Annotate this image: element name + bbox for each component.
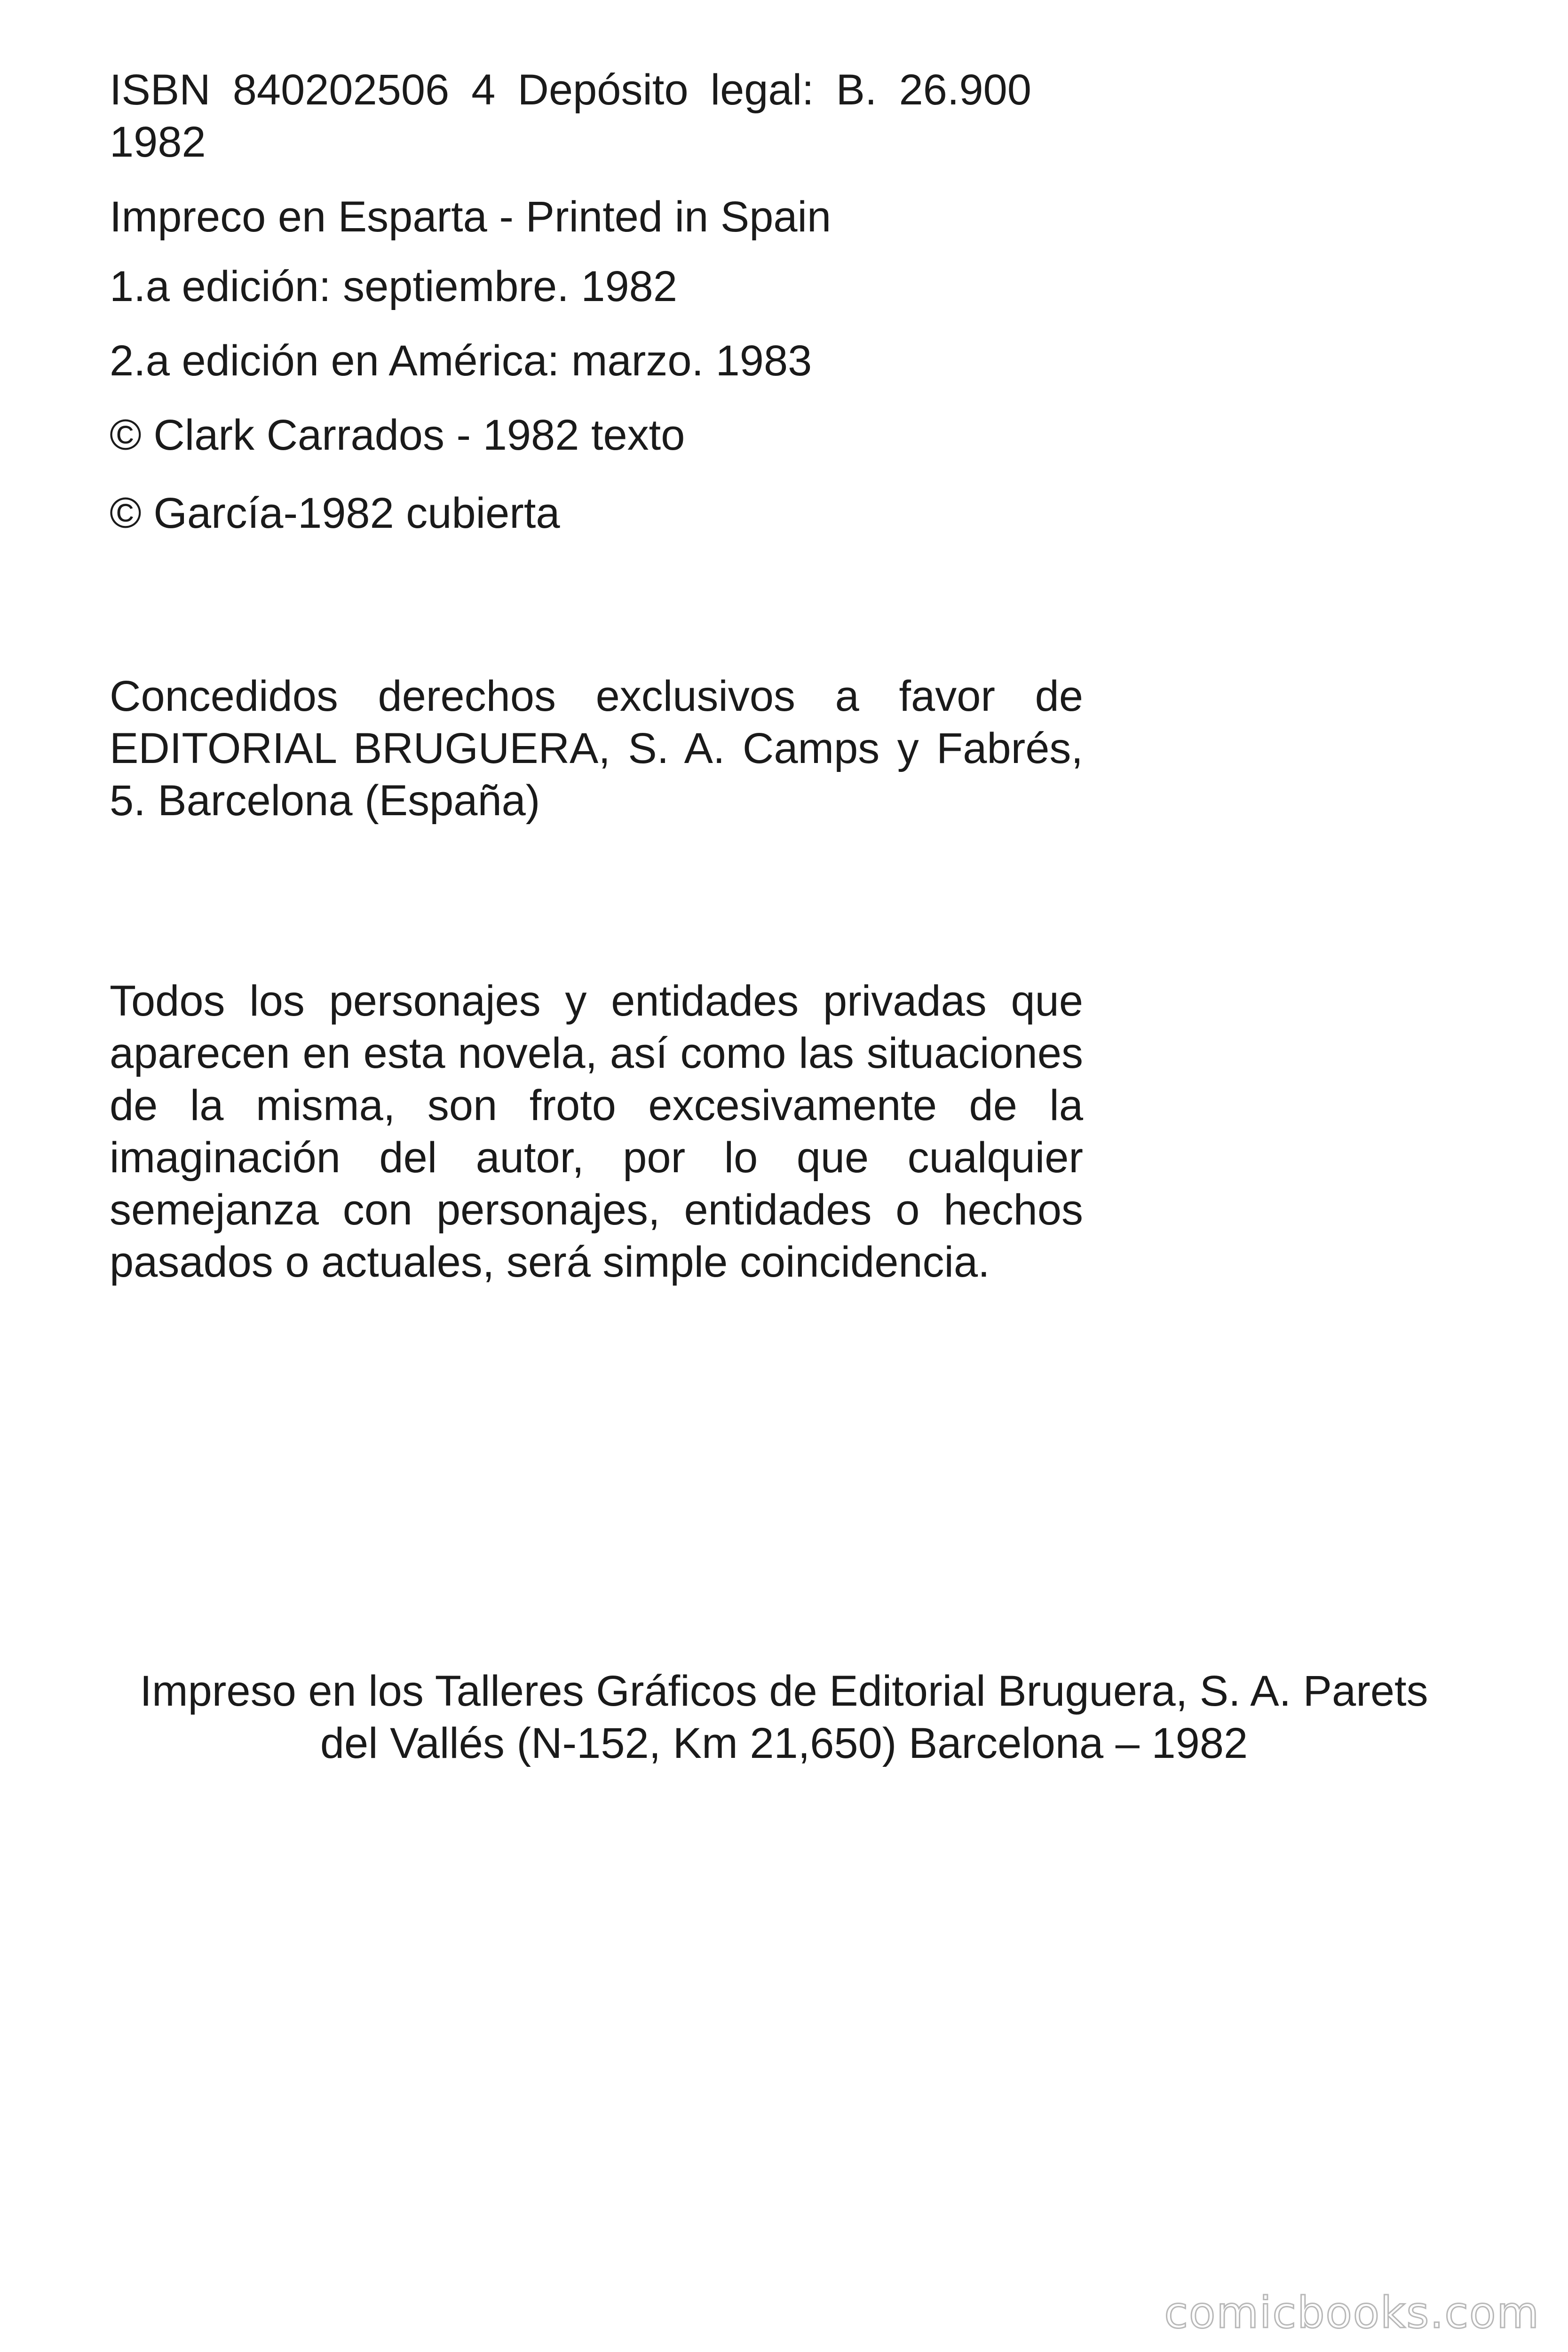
- isbn-legal-deposit: ISBN 840202506 4 Depósito legal: B. 26.900 1982: [110, 66, 1031, 166]
- printer-line-1: Impreso en los Talleres Gráficos de Editorial Bruguera, S. A. Parets: [140, 1667, 1428, 1715]
- second-edition-line: 2.a edición en América: marzo. 1983: [110, 337, 812, 385]
- printer-line-2: del Vallés (N-152, Km 21,650) Barcelona – 1982: [320, 1719, 1248, 1767]
- site-watermark: comicbooks.com: [1164, 2288, 1540, 2338]
- copyright-text-line: © Clark Carrados - 1982 texto: [110, 411, 685, 459]
- printer-notice: [94, 1665, 1474, 1770]
- first-edition-line: 1.a edición: septiembre. 1982: [110, 262, 678, 310]
- printed-in-line: Impreco en Esparta - Printed in Spain: [110, 193, 832, 241]
- disclaimer-paragraph: Todos los personajes y entidades privadas que aparecen en esta novela, así como las situaciones de la misma, son froto excesivamente de la imaginación del autor, por lo que cualquier semejanza con personajes, entidades o hechos pasados o actuales, será simple coincidencia.: [110, 977, 1083, 1286]
- rights-paragraph: Concedidos derechos exclusivos a favor de EDITORIAL BRUGUERA, S. A. Camps y Fabrés, 5. Barcelona (España): [110, 672, 1083, 825]
- copyright-cover-line: © García-1982 cubierta: [110, 489, 560, 537]
